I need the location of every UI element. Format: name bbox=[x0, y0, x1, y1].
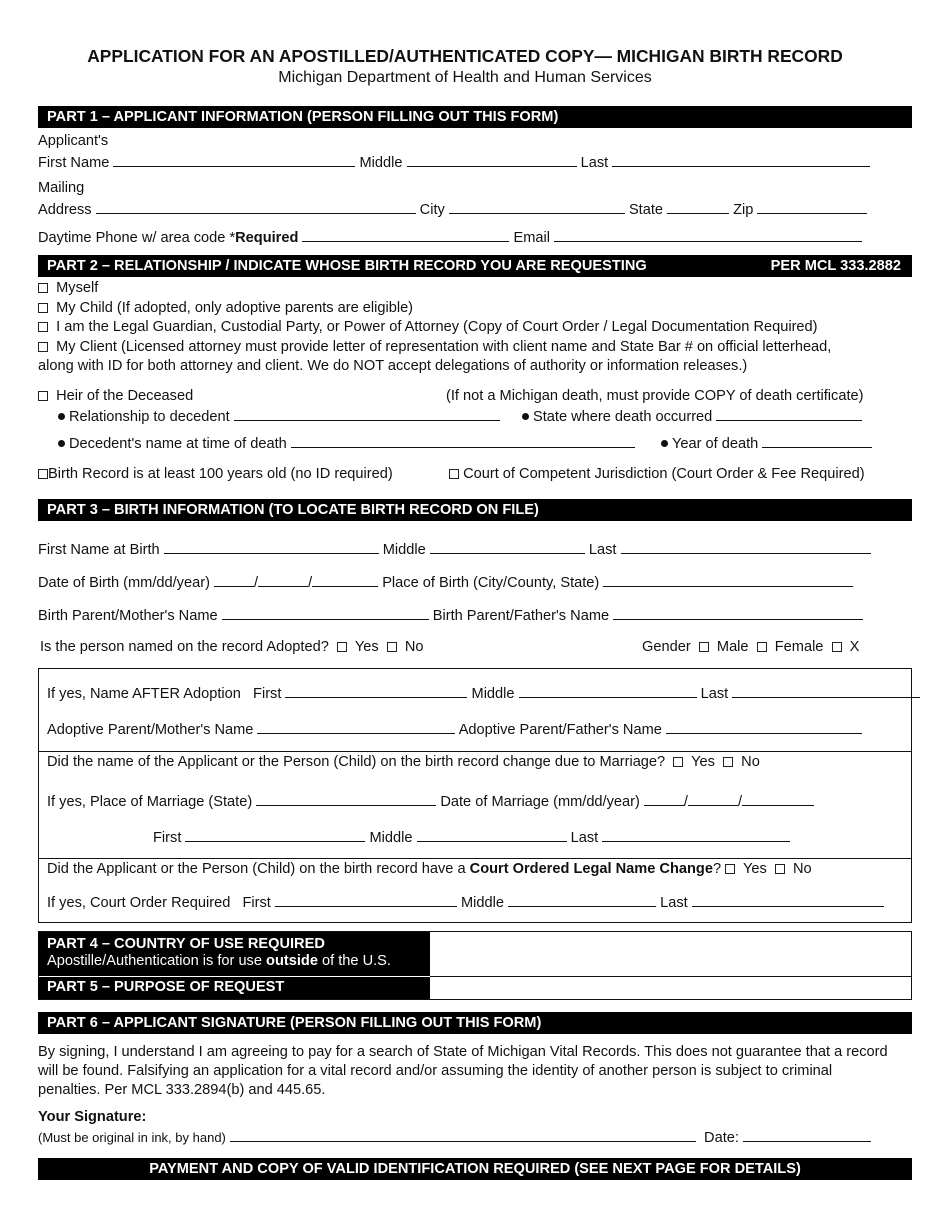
applicants-label: Applicant's bbox=[38, 133, 109, 149]
decedent-name-field[interactable] bbox=[291, 434, 635, 448]
gender-row: Gender Male Female X bbox=[642, 639, 860, 655]
part6-heading: PART 6 – APPLICANT SIGNATURE (PERSON FILLING OUT THIS FORM) bbox=[38, 1012, 912, 1034]
checkbox[interactable] bbox=[449, 469, 459, 479]
decedent-name-row: Decedent's name at time of death bbox=[58, 434, 635, 453]
after-adoption-middle-field[interactable] bbox=[519, 684, 697, 698]
checkbox[interactable] bbox=[38, 469, 48, 479]
option-100-years[interactable]: Birth Record is at least 100 years old (no ID required) bbox=[38, 466, 393, 483]
state-death-field[interactable] bbox=[716, 407, 862, 421]
bullet-icon bbox=[58, 413, 65, 420]
marriage-place-field[interactable] bbox=[256, 792, 436, 806]
signature-field[interactable] bbox=[230, 1128, 696, 1142]
marriage-day-field[interactable] bbox=[688, 792, 738, 806]
adoptive-father-field[interactable] bbox=[666, 720, 862, 734]
bullet-icon bbox=[522, 413, 529, 420]
country-of-use-field[interactable] bbox=[431, 932, 911, 976]
gender-female-checkbox[interactable] bbox=[757, 642, 767, 652]
part1-heading: PART 1 – APPLICANT INFORMATION (PERSON FILLING OUT THIS FORM) bbox=[38, 106, 912, 128]
court-last-field[interactable] bbox=[692, 893, 884, 907]
court-no-checkbox[interactable] bbox=[775, 864, 785, 874]
zip-field[interactable] bbox=[757, 200, 867, 214]
mailing-label: Mailing bbox=[38, 180, 85, 196]
option-myself[interactable]: Myself bbox=[38, 280, 98, 297]
adoptive-mother-field[interactable] bbox=[257, 720, 455, 734]
gender-male-checkbox[interactable] bbox=[699, 642, 709, 652]
option-heir[interactable]: Heir of the Deceased bbox=[38, 388, 193, 405]
address-row: Address City State Zip bbox=[38, 200, 867, 219]
court-yes-checkbox[interactable] bbox=[725, 864, 735, 874]
after-adoption-row: If yes, Name AFTER Adoption First Middle Last bbox=[47, 684, 920, 703]
court-first-field[interactable] bbox=[275, 893, 457, 907]
address-field[interactable] bbox=[96, 200, 416, 214]
dob-year-field[interactable] bbox=[312, 573, 378, 587]
part4-heading: PART 4 – COUNTRY OF USE REQUIRED Apostille/Authentication is for use outside of the U.S. bbox=[38, 932, 430, 976]
birth-name-row: First Name at Birth Middle Last bbox=[38, 540, 871, 559]
father-name-field[interactable] bbox=[613, 606, 863, 620]
place-birth-field[interactable] bbox=[603, 573, 853, 587]
court-middle-field[interactable] bbox=[508, 893, 656, 907]
city-field[interactable] bbox=[449, 200, 625, 214]
marriage-last-field[interactable] bbox=[602, 828, 790, 842]
phone-field[interactable] bbox=[302, 228, 509, 242]
after-adoption-first-field[interactable] bbox=[285, 684, 467, 698]
option-legal-guardian[interactable]: I am the Legal Guardian, Custodial Party, or Power of Attorney (Copy of Court Order / Legal Documentation Required) bbox=[38, 319, 818, 336]
adopted-no-checkbox[interactable] bbox=[387, 642, 397, 652]
marriage-year-field[interactable] bbox=[742, 792, 814, 806]
adoptive-parents-row: Adoptive Parent/Mother's Name Adoptive Parent/Father's Name bbox=[47, 720, 862, 739]
option-my-client[interactable]: My Client (Licensed attorney must provide letter of representation with client name and State Bar # on official letterhead, bbox=[38, 339, 831, 356]
part5-heading: PART 5 – PURPOSE OF REQUEST bbox=[38, 977, 430, 999]
checkbox[interactable] bbox=[38, 391, 48, 401]
marriage-yes-checkbox[interactable] bbox=[673, 757, 683, 767]
applicant-first-name-field[interactable] bbox=[113, 153, 355, 167]
marriage-place-row: If yes, Place of Marriage (State) Date of Marriage (mm/dd/year) / / bbox=[47, 792, 814, 811]
applicant-last-name-field[interactable] bbox=[612, 153, 870, 167]
part2-heading: PART 2 – RELATIONSHIP / INDICATE WHOSE BIRTH RECORD YOU ARE REQUESTING PER MCL 333.2882 bbox=[38, 255, 912, 277]
date-field[interactable] bbox=[743, 1128, 871, 1142]
phone-row: Daytime Phone w/ area code *Required Email bbox=[38, 228, 862, 247]
applicant-name-row: First Name Middle Last bbox=[38, 153, 870, 172]
divider bbox=[38, 751, 912, 752]
heir-note: (If not a Michigan death, must provide COPY of death certificate) bbox=[446, 388, 864, 404]
checkbox[interactable] bbox=[38, 283, 48, 293]
dob-day-field[interactable] bbox=[258, 573, 308, 587]
your-signature-label: Your Signature: bbox=[38, 1109, 147, 1125]
relationship-row: Relationship to decedent bbox=[58, 407, 500, 426]
year-death-field[interactable] bbox=[762, 434, 872, 448]
form-title: APPLICATION FOR AN APOSTILLED/AUTHENTICATED COPY— MICHIGAN BIRTH RECORD bbox=[87, 46, 843, 66]
marriage-name-row: First Middle Last bbox=[153, 828, 790, 847]
applicant-middle-name-field[interactable] bbox=[407, 153, 577, 167]
birth-first-name-field[interactable] bbox=[164, 540, 379, 554]
bullet-icon bbox=[661, 440, 668, 447]
bullet-icon bbox=[58, 440, 65, 447]
my-client-note: along with ID for both attorney and client. We do NOT accept delegations of authority or information releases.) bbox=[38, 358, 748, 374]
divider bbox=[38, 858, 912, 859]
marriage-no-checkbox[interactable] bbox=[723, 757, 733, 767]
state-field[interactable] bbox=[667, 200, 729, 214]
purpose-field[interactable] bbox=[431, 977, 911, 999]
dob-month-field[interactable] bbox=[214, 573, 254, 587]
payment-footer: PAYMENT AND COPY OF VALID IDENTIFICATION REQUIRED (SEE NEXT PAGE FOR DETAILS) bbox=[38, 1158, 912, 1180]
birth-last-name-field[interactable] bbox=[621, 540, 871, 554]
marriage-question: Did the name of the Applicant or the Person (Child) on the birth record change due to Marriage? Yes No bbox=[47, 754, 760, 770]
court-name-row: If yes, Court Order Required First Middle Last bbox=[47, 893, 884, 912]
adopted-yes-checkbox[interactable] bbox=[337, 642, 347, 652]
marriage-middle-field[interactable] bbox=[417, 828, 567, 842]
after-adoption-last-field[interactable] bbox=[732, 684, 920, 698]
parents-row: Birth Parent/Mother's Name Birth Parent/Father's Name bbox=[38, 606, 863, 625]
signature-row: (Must be original in ink, by hand) Date: bbox=[38, 1128, 871, 1147]
checkbox[interactable] bbox=[38, 303, 48, 313]
state-death-row: State where death occurred bbox=[522, 407, 862, 426]
relationship-field[interactable] bbox=[234, 407, 500, 421]
marriage-first-field[interactable] bbox=[185, 828, 365, 842]
part3-heading: PART 3 – BIRTH INFORMATION (TO LOCATE BIRTH RECORD ON FILE) bbox=[38, 499, 912, 521]
email-field[interactable] bbox=[554, 228, 862, 242]
adopted-row: Is the person named on the record Adopted? Yes No bbox=[40, 639, 424, 655]
dob-row: Date of Birth (mm/dd/year) / / Place of Birth (City/County, State) bbox=[38, 573, 853, 592]
checkbox[interactable] bbox=[38, 342, 48, 352]
gender-x-checkbox[interactable] bbox=[832, 642, 842, 652]
court-question: Did the Applicant or the Person (Child) on the birth record have a Court Ordered Legal Name Change? Yes No bbox=[47, 861, 812, 877]
option-court[interactable]: Court of Competent Jurisdiction (Court Order & Fee Required) bbox=[449, 466, 865, 483]
mother-name-field[interactable] bbox=[222, 606, 429, 620]
checkbox[interactable] bbox=[38, 322, 48, 332]
form-subtitle: Michigan Department of Health and Human Services bbox=[278, 69, 652, 86]
option-my-child[interactable]: My Child (If adopted, only adoptive parents are eligible) bbox=[38, 300, 413, 317]
signature-disclaimer: By signing, I understand I am agreeing to pay for a search of State of Michigan Vital Records. This does not guarantee that a record will be found. Falsifying an application for a vital record and/or assuming the identity of another person is subject to criminal penalties. Per MCL 333.2894(b) and 445.65. bbox=[38, 1044, 888, 1098]
marriage-month-field[interactable] bbox=[644, 792, 684, 806]
birth-middle-name-field[interactable] bbox=[430, 540, 585, 554]
year-death-row: Year of death bbox=[661, 434, 872, 453]
